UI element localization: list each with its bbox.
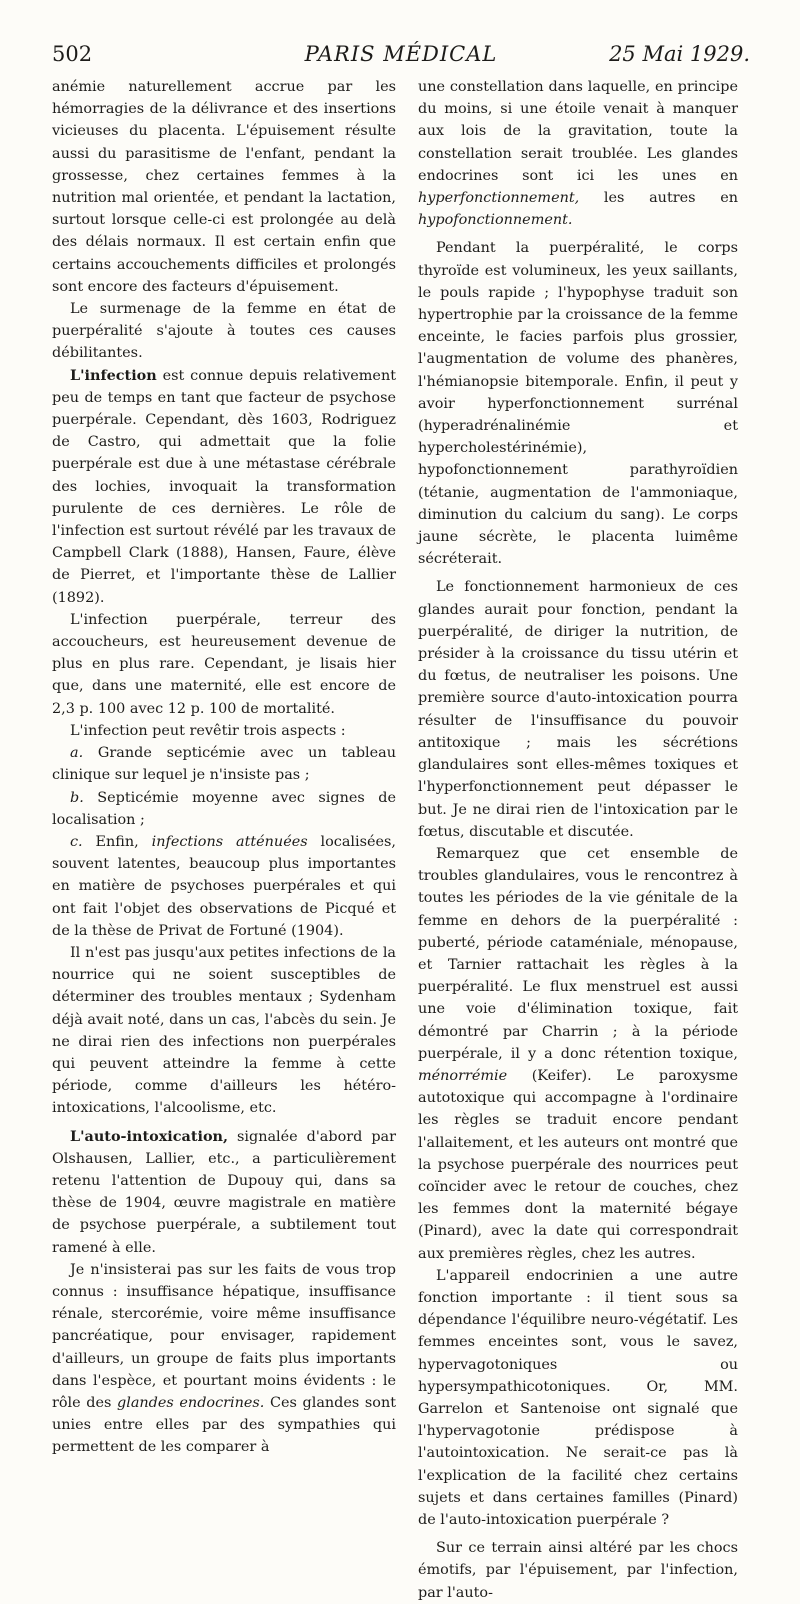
page-number: 502	[52, 42, 93, 66]
paragraph: Pendant la puerpéralité, le corps thyroïde est volumineux, les yeux saillants, le pouls rapide ; l'hypophyse traduit son hypertrophie par la croissance de la femme enceinte, le facies parfois plus grossier, l'augmentation de volume des phanères, l'hémianopsie bitemporale. Enfin, il peut y avoir hyperfonctionnement surrénal (hyperadrénalinémie et hypercholestérinémie), hypofonctionnement parathyroïdien (tétanie, augmentation de l'ammoniaque, diminution du calcium du sang). Le corps jaune sécrète, le placenta luimême sécréterait.	[418, 240, 738, 568]
paragraph: anémie naturellement accrue par les hémorragies de la délivrance et des insertions vicieuses du placenta. L'épuisement résulte aussi du parasitisme de l'enfant, pendant la grossesse, chez certaines femmes à la nutrition mal orientée, et pendant la lactation, surtout lorsque celle-ci est prolongée au delà des délais normaux. Il est certain enfin que certains accouchements difficiles et prolongés sont encore des facteurs d'épuisement.	[52, 79, 396, 295]
issue-date: 25 Mai 1929.	[609, 42, 750, 66]
paragraph: Sur ce terrain ainsi altéré par les chocs émotifs, par l'épuisement, par l'infection, par l'auto-	[418, 1540, 738, 1601]
journal-title: PARIS MÉDICAL	[304, 42, 498, 66]
left-column	[52, 76, 396, 1459]
paragraph: L'appareil endocrinien a une autre fonction importante : il tient sous sa dépendance l'équilibre neuro-végétatif. Les femmes enceintes sont, vous le savez, hypervagotoniques ou hypersympathicotoniques. Or, MM. Garrelon et Santenoise ont signalé que l'hypervagotonie prédispose à l'autointoxication. Ne serait-ce pas là l'explication de la facilité chez certains sujets et dans certaines familles (Pinard) de l'auto-intoxication puerpérale ?	[418, 1267, 738, 1528]
right-column	[418, 76, 738, 1604]
paragraph: Le fonctionnement harmonieux de ces glandes aurait pour fonction, pendant la puerpéralité, de diriger la nutrition, de présider à la croissance du tissu utérin et du fœtus, de neutraliser les poisons. Une première source d'auto-intoxication pourra résulter de l'insuffisance du pouvoir antitoxique ; mais les sécrétions glandulaires sont elles-mêmes toxiques et l'hyperfonctionnement peut dépasser le but. Je ne dirai rien de l'intoxication par le fœtus, discutable et discutée.	[418, 579, 738, 840]
section-lead: L'infection	[70, 366, 157, 384]
list-item: a. Grande septicémie avec un tableau clinique sur lequel je n'insiste pas ;	[52, 745, 396, 784]
paragraph: L'auto-intoxication, signalée d'abord par Olshausen, Lallier, etc., a particulièrement retenu l'attention de Dupouy qui, dans sa thèse de 1904, œuvre magistrale en matière de psychose puerpérale, a subtilement tout ramené à elle.	[52, 1127, 396, 1256]
paragraph: Il n'est pas jusqu'aux petites infections de la nourrice qui ne soient susceptibles de déterminer des troubles mentaux ; Sydenham déjà avait noté, dans un cas, l'abcès du sein. Je ne dirai rien des infections non puerpérales qui peuvent atteindre la femme à cette période, comme d'ailleurs les hétéro-intoxications, l'alcoolisme, etc.	[52, 944, 396, 1117]
section-lead: L'auto-intoxication,	[70, 1127, 229, 1145]
list-item: c. Enfin, infections atténuées localisées, souvent latentes, beaucoup plus importantes en matière de psychoses puerpérales et qui ont fait l'objet des observations de Picqué et de la thèse de Privat de Fortuné (1904).	[52, 833, 396, 939]
paragraph: une constellation dans laquelle, en principe du moins, si une étoile venait à manquer aux lois de la gravitation, toute la constellation serait troublée. Les glandes endocrines sont ici les unes en hyperfonctionnement, les autres en hypofonctionnement.	[418, 79, 738, 229]
paragraph: Je n'insisterai pas sur les faits de vous trop connus : insuffisance hépatique, insuffisance rénale, stercorémie, voire même insuffisance pancréatique, pour envisager, rapidement d'ailleurs, un groupe de faits plus importants dans l'espèce, et pourtant moins évidents : le rôle des glandes endocrines. Ces glandes sont unies entre elles par des sympathies qui permettent de les comparer à	[52, 1261, 396, 1456]
paragraph: L'infection peut revêtir trois aspects :	[70, 722, 346, 739]
paragraph: L'infection puerpérale, terreur des accoucheurs, est heureusement devenue de plus en plus rare. Cependant, je lisais hier que, dans une maternité, elle est encore de 2,3 p. 100 avec 12 p. 100 de mortalité.	[52, 611, 396, 717]
paragraph: L'infection est connue depuis relativement peu de temps en tant que facteur de psychose puerpérale. Cependant, dès 1603, Rodriguez de Castro, qui admettait que la folie puerpérale est due à une métastase cérébrale des lochies, invoquait la transformation purulente de ces dernières. Le rôle de l'infection est surtout révélé par les travaux de Campbell Clark (1888), Hansen, Faure, élève de Pierret, et l'importante thèse de Lallier (1892).	[52, 366, 396, 606]
list-item: b. Septicémie moyenne avec signes de localisation ;	[52, 789, 396, 828]
running-header	[52, 42, 750, 72]
paragraph: Remarquez que cet ensemble de troubles glandulaires, vous le rencontrez à toutes les périodes de la vie génitale de la femme en dehors de la puerpéralité : puberté, période cataméniale, ménopause, et Tarnier rattachait les règles à la puerpéralité. Le flux menstruel est aussi une voie d'élimination toxique, fait démontré par Charrin ; à la période puerpérale, il y a donc rétention toxique, ménorrémie (Keifer). Le paroxysme autotoxique qui accompagne à l'ordinaire les règles se traduit encore pendant l'allaitement, et les auteurs ont montré que la psychose puerpérale des nourrices peut coïncider avec le retour de couches, chez les femmes dont la maternité bégaye (Pinard), avec la date qui correspondrait aux premières règles, chez les autres.	[418, 845, 738, 1262]
paragraph: Le surmenage de la femme en état de puerpéralité s'ajoute à toutes ces causes débilitantes.	[52, 301, 396, 362]
